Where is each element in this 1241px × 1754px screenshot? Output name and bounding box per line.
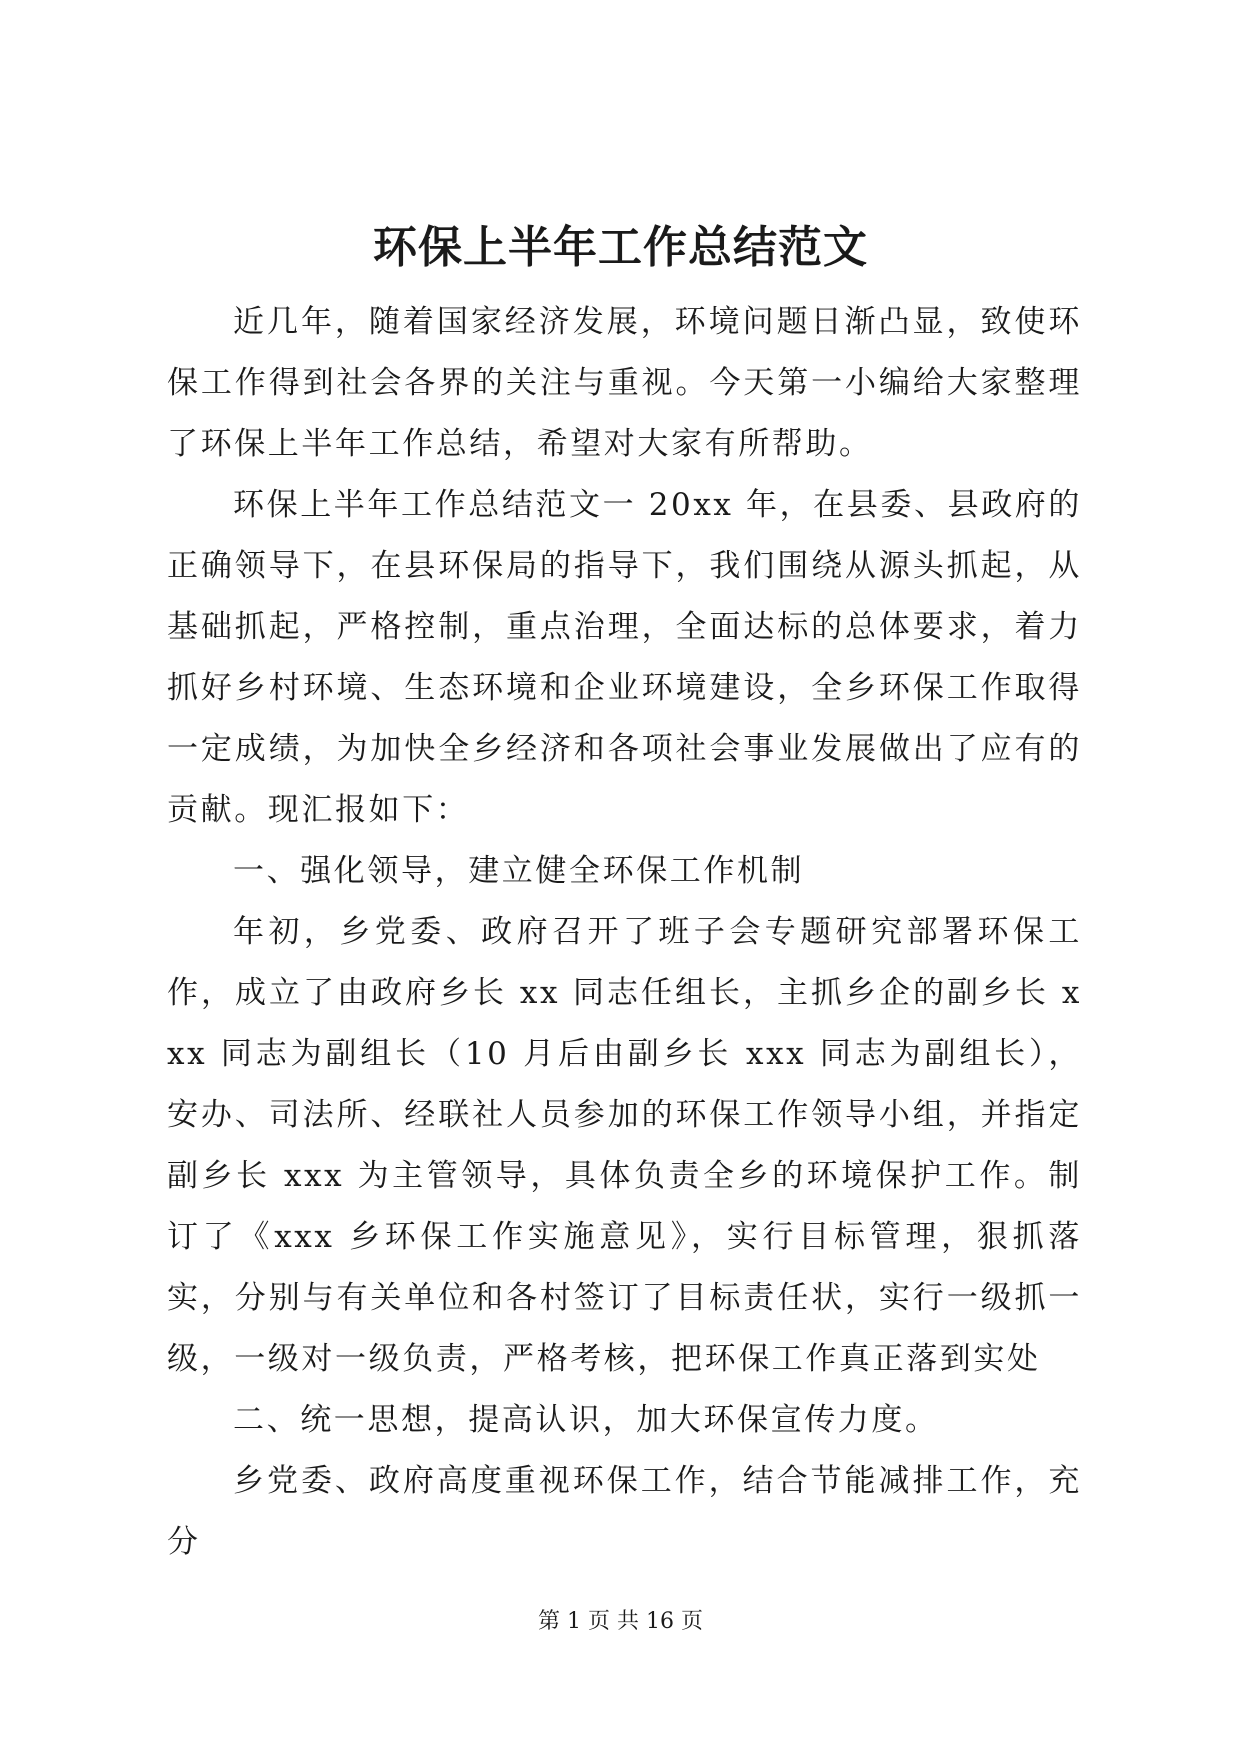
paragraph-section-1: 年初，乡党委、政府召开了班子会专题研究部署环保工作，成立了由政府乡长 xx 同志任组长，主抓乡企的副乡长 xxx 同志为副组长（10 月后由副乡长 xxx 同志为副组长），安办、司法所、经联社人员参加的环保工作领导小组，并指定副乡长 xxx 为主管领导，具体负责全乡的环境保护工作。制订了《xxx 乡环保工作实施意见》，实行目标管理，狠抓落实，分别与有关单位和各村签订了目标责任状，实行一级抓一级，一级对一级负责，严格考核，把环保工作真正落到实处 — [167, 914, 1082, 1377]
paragraph-summary-one: 环保上半年工作总结范文一 20xx 年，在县委、县政府的正确领导下，在县环保局的指导下，我们围绕从源头抓起，从基础抓起，严格控制，重点治理，全面达标的总体要求，着力抓好乡村环境、生态环境和企业环境建设，全乡环保工作取得一定成绩，为加快全乡经济和各项社会事业发展做出了应有的贡献。现汇报如下： — [167, 487, 1082, 828]
section-heading-1: 一、强化领导，建立健全环保工作机制 — [233, 853, 805, 889]
document-body — [167, 292, 1082, 1573]
paragraph-section-2: 乡党委、政府高度重视环保工作，结合节能减排工作，充分 — [167, 1463, 1082, 1560]
page-number-footer: 第 1 页 共 16 页 — [538, 1609, 703, 1634]
paragraph-intro: 近几年，随着国家经济发展，环境问题日渐凸显，致使环保工作得到社会各界的关注与重视。今天第一小编给大家整理了环保上半年工作总结，希望对大家有所帮助。 — [167, 304, 1082, 462]
document-title: 环保上半年工作总结范文 — [373, 222, 868, 273]
section-heading-2: 二、统一思想，提高认识，加大环保宣传力度。 — [233, 1402, 939, 1438]
